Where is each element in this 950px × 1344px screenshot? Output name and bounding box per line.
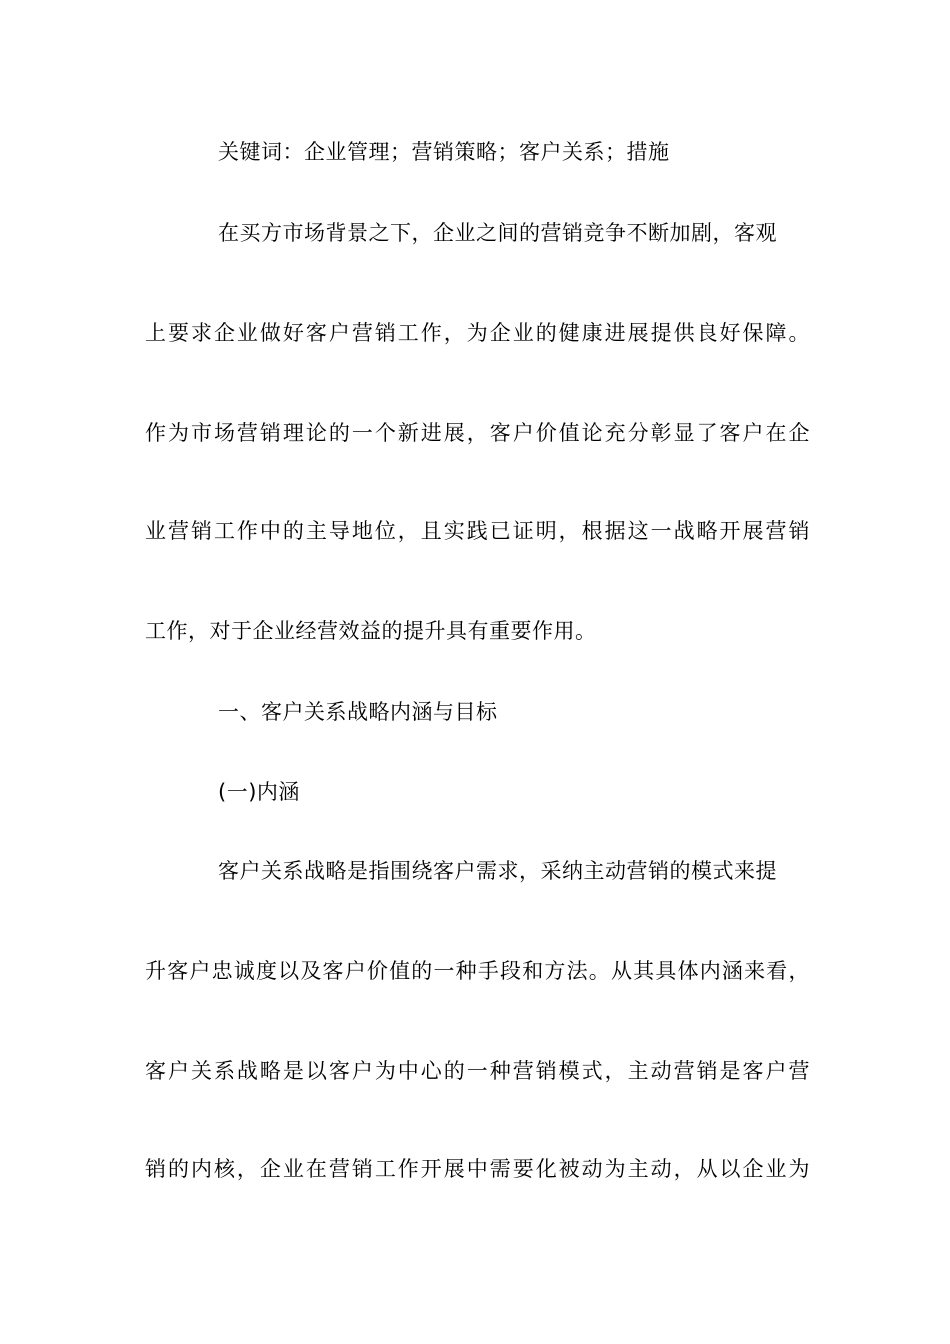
section-heading: 一、客户关系战略内涵与目标	[218, 700, 498, 724]
paragraph-2-line-4: 销的内核，企业在营销工作开展中需要化被动为主动，从以企业为	[145, 1157, 810, 1181]
paragraph-1-line-3: 作为市场营销理论的一个新进展，客户价值论充分彰显了客户在企	[145, 421, 810, 445]
paragraph-2-line-1: 客户关系战略是指围绕客户需求，采纳主动营销的模式来提	[218, 859, 777, 883]
keywords-line: 关键词：企业管理；营销策略；客户关系；措施	[218, 140, 670, 164]
subsection-heading: (一)内涵	[218, 780, 300, 804]
paragraph-1-line-1: 在买方市场背景之下，企业之间的营销竞争不断加剧，客观	[218, 221, 777, 245]
paragraph-1-line-2: 上要求企业做好客户营销工作，为企业的健康进展提供良好保障。	[145, 321, 810, 345]
paragraph-2-line-2: 升客户忠诚度以及客户价值的一种手段和方法。从其具体内涵来看，	[145, 959, 810, 983]
paragraph-2-line-3: 客户关系战略是以客户为中心的一种营销模式，主动营销是客户营	[145, 1059, 810, 1083]
paragraph-1-line-4: 业营销工作中的主导地位，且实践已证明，根据这一战略开展营销	[145, 519, 810, 543]
paragraph-1-line-5: 工作，对于企业经营效益的提升具有重要作用。	[145, 619, 597, 643]
